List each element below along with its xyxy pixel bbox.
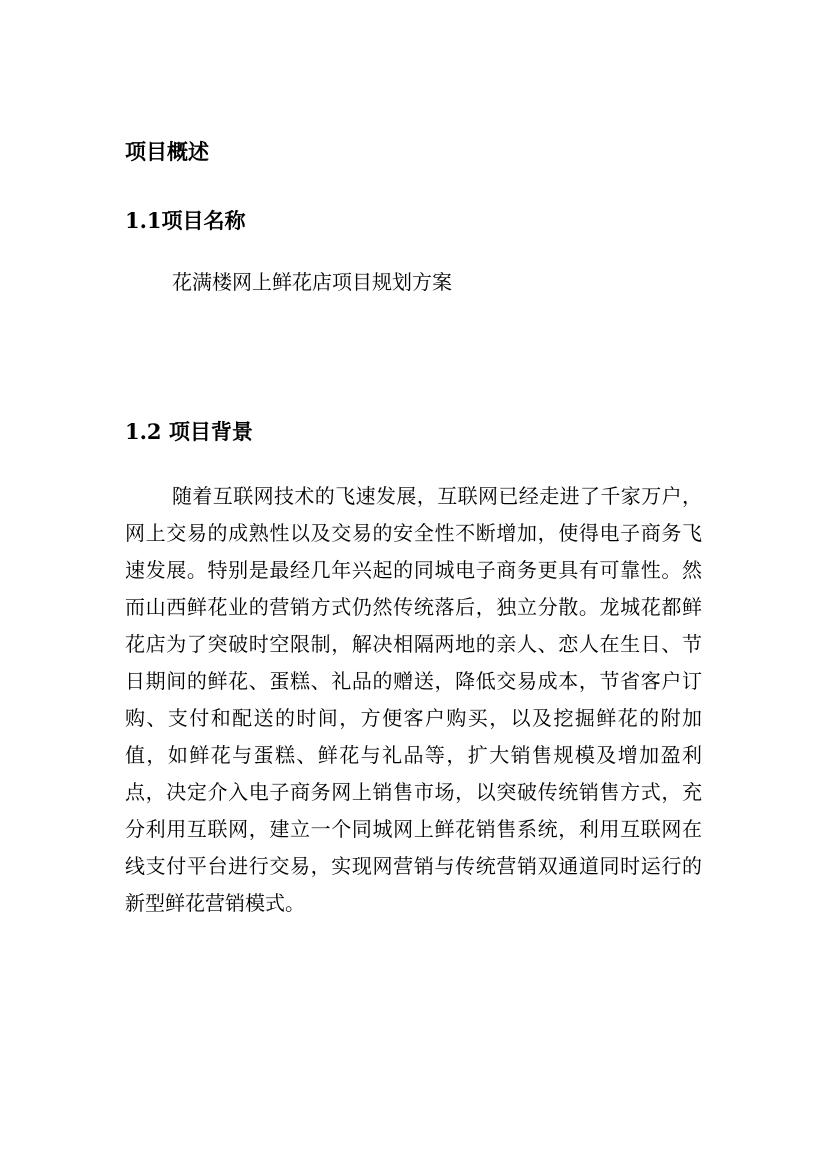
project-name-text: 花满楼网上鲜花店项目规划方案 [172, 270, 452, 294]
main-heading: 项目概述 [125, 139, 209, 164]
section-name-title: 1.1项目名称 [125, 208, 246, 233]
section-background-title: 1.2 项目背景 [125, 419, 253, 444]
project-background-paragraph: 随着互联网技术的飞速发展，互联网已经走进了千家万户，网上交易的成熟性以及交易的安全性不断增加，使得电子商务飞速发展。特别是最经几年兴起的同城电子商务更具有可靠性。然而山西鲜花业的营销方式仍然传统落后，独立分散。龙城花都鲜花店为了突破时空限制，解决相隔两地的亲人、恋人在生日、节日期间的鲜花、蛋糕、礼品的赠送，降低交易成本，节省客户订购、支付和配送的时间，方便客户购买，以及挖掘鲜花的附加值，如鲜花与蛋糕、鲜花与礼品等，扩大销售规模及增加盈利点，决定介入电子商务网上销售市场，以突破传统销售方式，充分利用互联网，建立一个同城网上鲜花销售系统，利用互联网在线支付平台进行交易，实现网营销与传统营销双通道同时运行的新型鲜花营销模式。 [125, 484, 702, 915]
